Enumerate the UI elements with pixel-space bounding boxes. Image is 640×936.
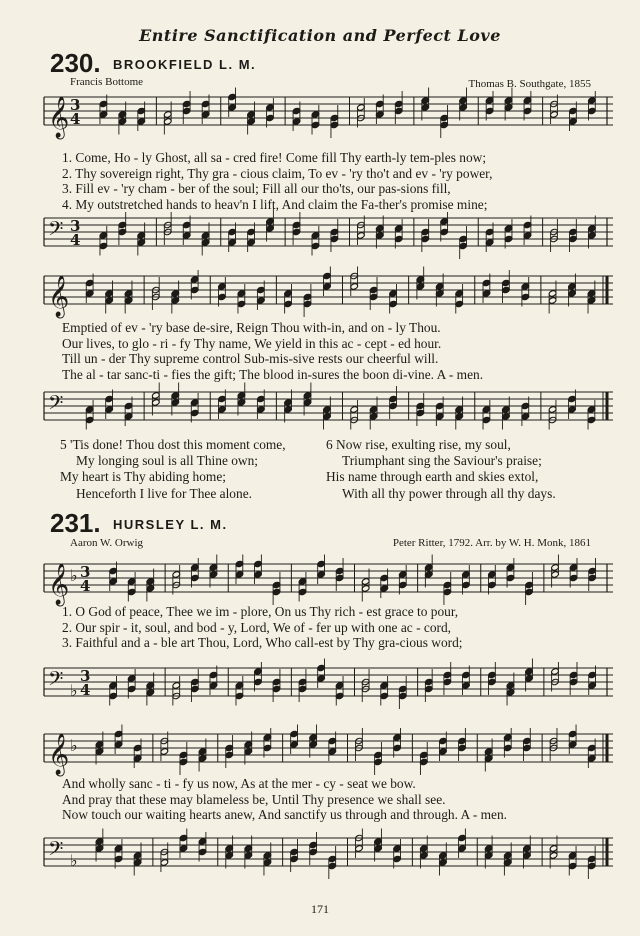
lyric-line: 4. My outstretched hands to heav'n I lift, And claim the Fa-ther's promise mine; — [62, 196, 488, 212]
svg-text:𝄞: 𝄞 — [48, 564, 70, 605]
lyrics-block — [62, 604, 610, 651]
lyric-line: 1. O God of peace, Thee we im - plore, On us Thy rich - est grace to pour, — [62, 604, 459, 619]
svg-text:♭: ♭ — [70, 681, 78, 700]
svg-text:𝄢: 𝄢 — [48, 391, 64, 419]
svg-text:𝄞: 𝄞 — [48, 734, 70, 775]
svg-text:4: 4 — [70, 231, 81, 249]
svg-text:𝄢: 𝄢 — [48, 217, 64, 245]
tune-name: BROOKFIELD L. M. — [113, 57, 257, 72]
svg-text:♭: ♭ — [70, 851, 78, 870]
lyric-line: Our lives, to glo - ri - fy Thy name, We yield in this ac - cept - ed hour. — [62, 335, 442, 351]
lyric-line: Till un - der Thy supreme control Sub-mis-sive rests our cheerful will. — [62, 351, 439, 367]
svg-text:3: 3 — [70, 96, 81, 114]
bass-staff — [40, 832, 615, 876]
lyric-line: Emptied of ev - 'ry base de-sire, Reign Thou with-in, and on - ly Thou. — [62, 320, 441, 335]
lyric-line: 3. Faithful and a - ble art Thou, Lord, Who call-est by Thy gra-cious word; — [62, 635, 463, 651]
stanza-line: My heart is Thy abiding home; — [60, 469, 226, 485]
svg-text:𝄢: 𝄢 — [48, 667, 64, 695]
hymn-number: 231. — [50, 508, 101, 538]
lyric-line: 3. Fill ev - 'ry cham - ber of the soul; Fill all our tho'ts, our pas-sions fill, — [62, 181, 451, 197]
svg-text:4: 4 — [70, 110, 81, 128]
treble-staff — [40, 270, 615, 317]
lyric-line: The al - tar sanc-ti - fies the gift; The blood in-sures the boon di-vine. A - men. — [62, 366, 484, 382]
svg-text:𝄞: 𝄞 — [48, 97, 70, 138]
words-credit: Aaron W. Orwig — [70, 537, 144, 549]
bass-staff — [40, 212, 615, 256]
lyric-line: And pray that these may blameless be, Until Thy presence we shall see. — [62, 791, 446, 807]
svg-text:4: 4 — [80, 577, 91, 595]
treble-staff — [40, 91, 615, 138]
svg-text:3: 3 — [80, 563, 91, 581]
lyric-line: 2. Our spir - it, soul, and bod - y, Lord, We of - fer up with one ac - cord, — [62, 619, 452, 635]
hymn-number: 230. — [50, 48, 101, 78]
stanza-line: Henceforth I live for Thee alone. — [76, 485, 252, 501]
lyrics-block — [62, 150, 610, 212]
svg-text:3: 3 — [80, 667, 91, 685]
treble-staff — [40, 558, 615, 605]
page-number: 171 — [311, 902, 329, 916]
tune-name: HURSLEY L. M. — [113, 517, 228, 532]
stanza-line: Triumphant sing the Saviour's praise; — [342, 453, 542, 469]
stanza-6 — [326, 437, 556, 502]
treble-staff — [40, 728, 615, 775]
lyrics-block — [62, 776, 610, 823]
lyric-line: 2. Thy sovereign right, Thy gra - cious claim, To ev - 'ry tho't and ev - 'ry power, — [62, 165, 493, 181]
stanza-line: 5 'Tis done! Thou dost this moment come, — [60, 437, 286, 452]
stanza-line: With all thy power through all thy days. — [342, 485, 556, 501]
bass-staff — [40, 386, 615, 430]
section-title: Entire Sanctification and Perfect Love — [139, 26, 501, 45]
lyrics-block — [62, 320, 610, 382]
music-credit: Peter Ritter, 1792. Arr. by W. H. Monk, 1861 — [392, 537, 591, 549]
stanza-5 — [60, 437, 286, 502]
lyric-line: And wholly sanc - ti - fy us now, As at the mer - cy - seat we bow. — [62, 776, 416, 791]
svg-text:𝄞: 𝄞 — [48, 276, 70, 317]
stanza-line: My longing soul is all Thine own; — [76, 453, 259, 469]
svg-text:𝄢: 𝄢 — [48, 837, 64, 865]
svg-text:♭: ♭ — [70, 736, 78, 755]
lyric-line: 1. Come, Ho - ly Ghost, all sa - cred fire! Come fill Thy earth-ly tem-ples now; — [62, 150, 487, 165]
stanza-line: His name through earth and skies extol, — [326, 469, 539, 485]
svg-text:♭: ♭ — [70, 566, 78, 585]
svg-text:4: 4 — [80, 681, 91, 699]
words-credit: Francis Bottome — [70, 76, 144, 88]
lyric-line: Now touch our waiting hearts anew, And sanctify us through and through. A - men. — [62, 807, 508, 823]
stanza-line: 6 Now rise, exulting rise, my soul, — [326, 437, 511, 452]
svg-text:3: 3 — [70, 217, 81, 235]
bass-staff — [40, 662, 615, 706]
music-credit: Thomas B. Southgate, 1855 — [468, 78, 591, 90]
